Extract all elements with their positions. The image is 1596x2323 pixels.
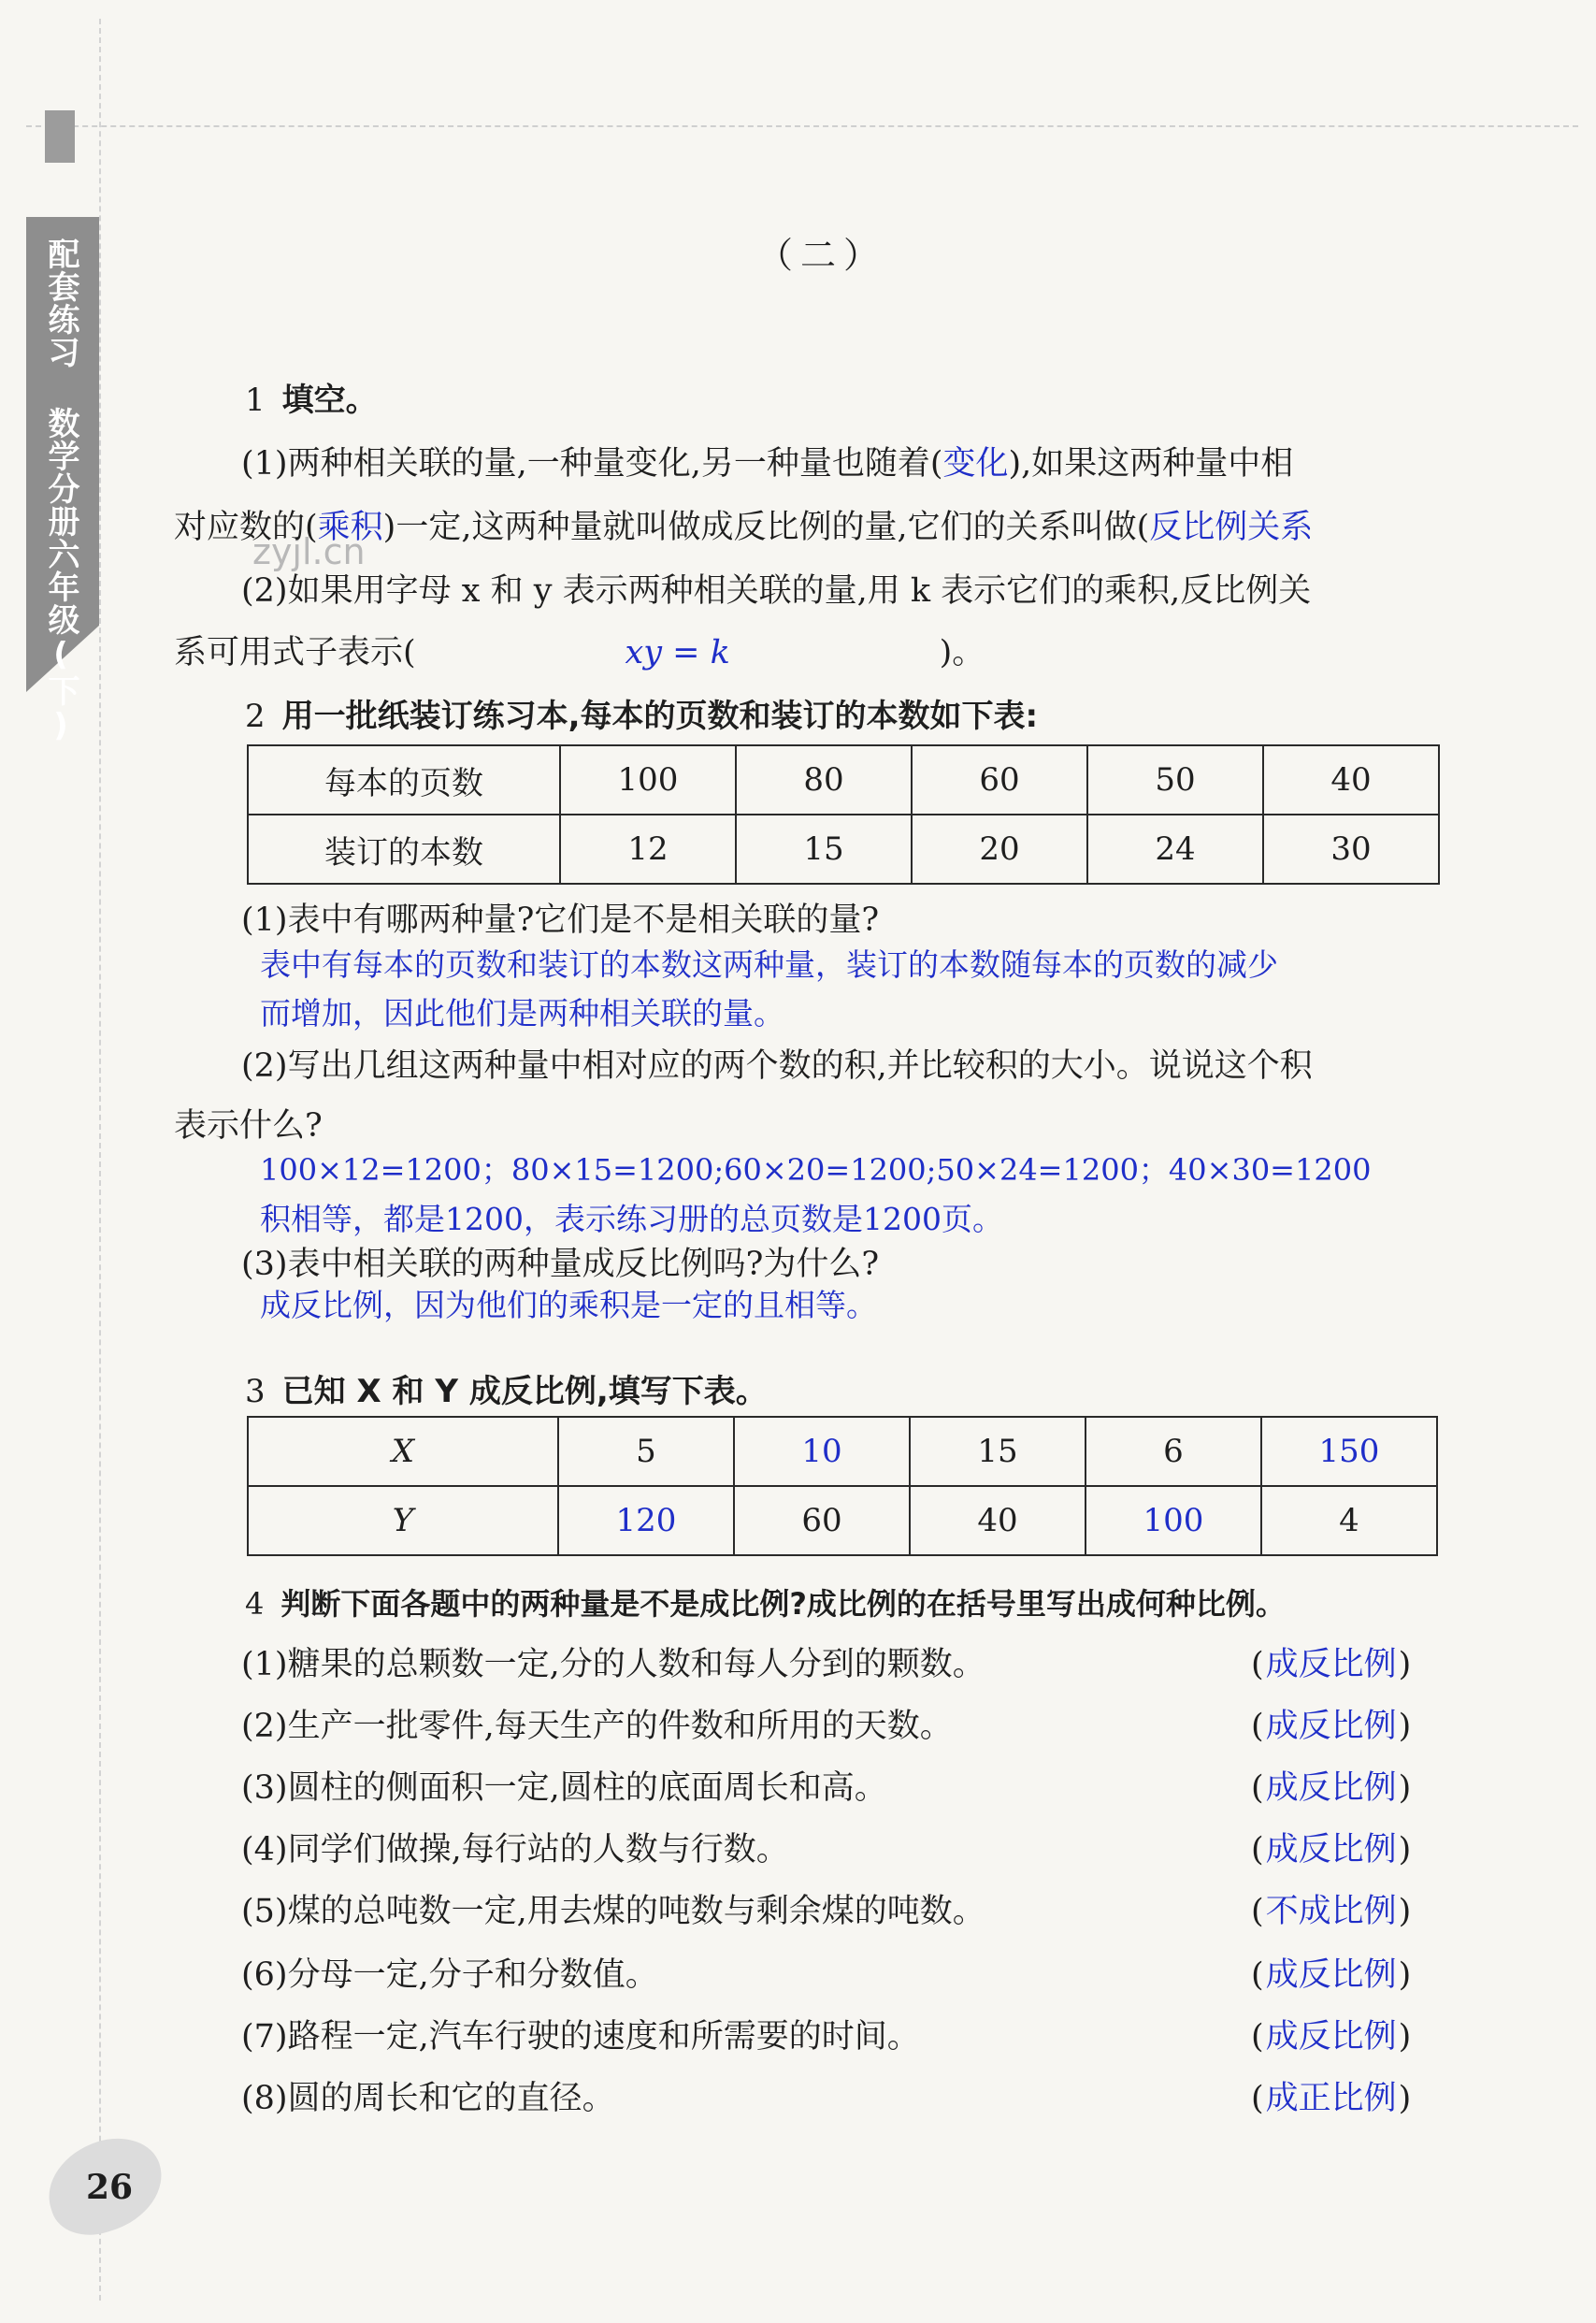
table-row — [248, 815, 1439, 884]
q4-item-text: (7)路程一定,汽车行驶的速度和所需要的时间。 — [241, 2018, 920, 2056]
table-cell: 5 — [558, 1417, 734, 1486]
q2-answer3: 成反比例，因为他们的乘积是一定的且相等。 — [260, 1287, 877, 1323]
q2-table — [247, 744, 1440, 885]
q1-answer-1: 变化 — [942, 445, 1009, 483]
table-cell: 40 — [910, 1486, 1086, 1555]
table-row-label: X — [248, 1417, 558, 1486]
q1-heading — [245, 374, 378, 420]
q1-part2-line1: (2)如果用字母 x 和 y 表示两种相关联的量,用 k 表示它们的乘积,反比例关 — [241, 572, 1312, 610]
q4-item-answer — [1251, 1885, 1411, 1932]
q4-item-answer — [1251, 1824, 1411, 1870]
answer-text: 成反比例 — [1265, 1956, 1397, 1994]
table-cell-answer: 10 — [734, 1417, 910, 1486]
q3-table — [247, 1416, 1438, 1556]
paren: ( — [1251, 2080, 1264, 2117]
q1-text: (1)两种相关联的量,一种量变化,另一种量也随着( — [241, 445, 943, 483]
q4-number: 4 — [245, 1586, 265, 1622]
table-cell: 15 — [910, 1417, 1086, 1486]
header-dashed-rule — [26, 125, 1578, 127]
q4-item-text: (2)生产一批零件,每天生产的件数和所用的天数。 — [241, 1708, 953, 1745]
answer-text: 不成比例 — [1265, 1893, 1397, 1930]
q1-text: )。 — [939, 634, 985, 671]
q4-item-answer — [1251, 1638, 1411, 1685]
q4-title: 判断下面各题中的两种量是不是成比例?成比例的在括号里写出成何种比例。 — [280, 1586, 1286, 1622]
table-cell: 40 — [1263, 745, 1439, 815]
q2-number: 2 — [245, 698, 266, 735]
paren: ( — [1251, 2018, 1264, 2056]
q4-item-answer — [1251, 2011, 1411, 2057]
table-cell: 60 — [912, 745, 1087, 815]
table-row-label: 装订的本数 — [248, 815, 560, 884]
q4-item-text: (8)圆的周长和它的直径。 — [241, 2080, 615, 2117]
paren: ) — [1398, 2080, 1412, 2117]
table-row — [248, 745, 1439, 815]
paren: ( — [1251, 1956, 1264, 1994]
q1-part1-line1 — [241, 438, 1293, 484]
table-row — [248, 1486, 1437, 1555]
table-cell-answer: 120 — [558, 1486, 734, 1555]
q1-text: ),如果这两种量中相 — [1008, 445, 1294, 483]
q4-item-text: (4)同学们做操,每行站的人数与行数。 — [241, 1831, 789, 1868]
paren: ) — [1398, 1769, 1412, 1807]
q1-answer-3: 反比例关系 — [1149, 509, 1314, 546]
q1-part2-line2 — [174, 627, 985, 673]
paren: ) — [1398, 2018, 1412, 2056]
page-number: 26 — [86, 2168, 134, 2207]
table-cell: 100 — [560, 745, 736, 815]
section-title: （二） — [757, 235, 887, 276]
margin-dashed-rule — [99, 19, 101, 2301]
q1-text: )一定,这两种量就叫做成反比例的量,它们的关系叫做( — [382, 509, 1150, 546]
answer-text: 成反比例 — [1265, 2018, 1397, 2056]
table-cell: 15 — [736, 815, 912, 884]
q1-formula-answer: xy = k — [625, 634, 730, 671]
watermark: zyjl.cn — [252, 531, 366, 572]
q4-item-answer — [1251, 2072, 1411, 2119]
paren: ) — [1398, 1956, 1412, 1994]
q1-number: 1 — [245, 382, 266, 419]
table-cell: 12 — [560, 815, 736, 884]
answer-text: 成反比例 — [1265, 1708, 1397, 1745]
q4-item-text: (6)分母一定,分子和分数值。 — [241, 1956, 658, 1994]
q2-sub1: (1)表中有哪两种量?它们是不是相关联的量? — [241, 902, 880, 939]
table-cell: 80 — [736, 745, 912, 815]
table-cell: 30 — [1263, 815, 1439, 884]
table-row-label: Y — [248, 1486, 558, 1555]
q1-answer-2: 乘积 — [317, 509, 383, 546]
paren: ) — [1398, 1646, 1412, 1683]
q4-item-text: (1)糖果的总颗数一定,分的人数和每人分到的颗数。 — [241, 1646, 985, 1683]
paren: ( — [1251, 1769, 1264, 1807]
q1-title: 填空。 — [281, 382, 378, 419]
q2-answer2-line2: 积相等，都是1200，表示练习册的总页数是1200页。 — [260, 1201, 1003, 1237]
table-row-label: 每本的页数 — [248, 745, 560, 815]
table-cell: 4 — [1261, 1486, 1437, 1555]
q2-sub2-line2: 表示什么? — [174, 1107, 323, 1145]
q2-sub2-line1: (2)写出几组这两种量中相对应的两个数的积,并比较积的大小。说说这个积 — [241, 1047, 1313, 1085]
answer-text: 成正比例 — [1265, 2080, 1397, 2117]
corner-marker — [45, 110, 75, 163]
q2-sub3: (3)表中相关联的两种量成反比例吗?为什么? — [241, 1246, 880, 1283]
paren: ( — [1251, 1893, 1264, 1930]
table-cell-answer: 150 — [1261, 1417, 1437, 1486]
q3-heading — [245, 1365, 768, 1411]
sidebar-title: 配套练习 数学分册六年级(下) — [42, 238, 79, 745]
answer-text: 成反比例 — [1265, 1769, 1397, 1807]
table-cell: 50 — [1087, 745, 1263, 815]
q1-part1-line2 — [174, 501, 1313, 548]
q4-item-answer — [1251, 1949, 1411, 1996]
q2-answer1-line1: 表中有每本的页数和装订的本数这两种量，装订的本数随每本的页数的减少 — [260, 946, 1278, 983]
table-cell: 20 — [912, 815, 1087, 884]
paren: ( — [1251, 1708, 1264, 1745]
paren: ) — [1398, 1708, 1412, 1745]
q4-item-text: (3)圆柱的侧面积一定,圆柱的底面周长和高。 — [241, 1769, 887, 1807]
paren: ) — [1398, 1893, 1412, 1930]
table-row — [248, 1417, 1437, 1486]
q3-number: 3 — [245, 1373, 266, 1410]
q4-heading — [245, 1580, 1286, 1623]
q4-item-answer — [1251, 1762, 1411, 1809]
table-cell: 60 — [734, 1486, 910, 1555]
answer-text: 成反比例 — [1265, 1831, 1397, 1868]
paren: ( — [1251, 1831, 1264, 1868]
q2-answer2-line1: 100×12=1200；80×15=1200;60×20=1200;50×24=1200；40×30=1200 — [260, 1152, 1372, 1188]
q1-text: 系可用式子表示( — [174, 634, 416, 671]
table-cell: 24 — [1087, 815, 1263, 884]
table-cell-answer: 100 — [1086, 1486, 1261, 1555]
paren: ( — [1251, 1646, 1264, 1683]
q2-answer1-line2: 而增加，因此他们是两种相关联的量。 — [260, 995, 784, 1032]
q4-item-text: (5)煤的总吨数一定,用去煤的吨数与剩余煤的吨数。 — [241, 1893, 985, 1930]
q3-title: 已知 X 和 Y 成反比例,填写下表。 — [281, 1373, 768, 1410]
q4-item-answer — [1251, 1700, 1411, 1747]
q2-heading — [245, 690, 1038, 736]
paren: ) — [1398, 1831, 1412, 1868]
table-cell: 6 — [1086, 1417, 1261, 1486]
q1-text: 对应数的( — [174, 509, 318, 546]
answer-text: 成反比例 — [1265, 1646, 1397, 1683]
q2-title: 用一批纸装订练习本,每本的页数和装订的本数如下表: — [281, 698, 1039, 735]
